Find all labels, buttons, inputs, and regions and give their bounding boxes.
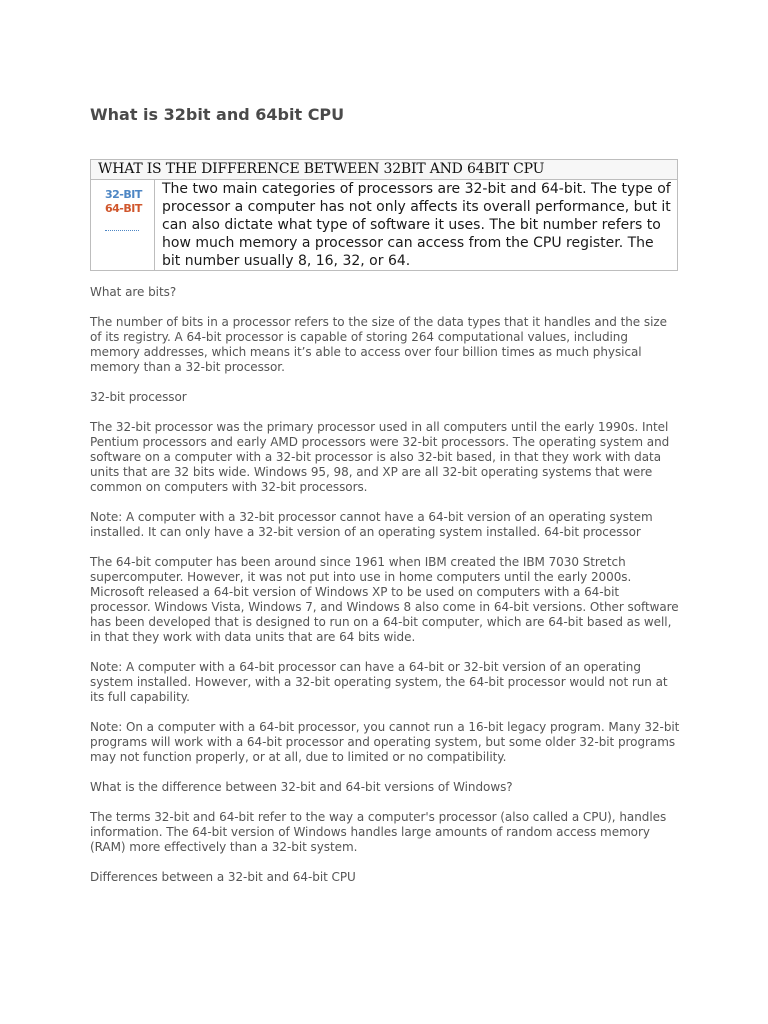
logo-32-bit-text: 32-BIT (105, 188, 142, 201)
paragraph-64bit-processor: The 64-bit computer has been around since 1961 when IBM created the IBM 7030 Stretch supercomputer. However, it was not put into use in home computers until the early 2000s. Microsoft released a 64-bit version of Windows XP to be used on computers with a 64-bit processor. Windows Vista, Windows 7, and Windows 8 also come in 64-bit versions. Other software has been developed that is designed to run on a 64-bit computer, which are 64-bit based as well, in that they work with data units that are 64 bits wide. (90, 555, 679, 644)
paragraph-bits-explanation: The number of bits in a processor refers to the size of the data types that it handles and the size of its registry. A 64-bit processor is capable of storing 264 computational values, including memory addresses, which means it’s able to access over four billion times as much physical memory than a 32-bit processor. (90, 315, 667, 374)
section-heading-windows-versions: What is the difference between 32-bit and 64-bit versions of Windows? (90, 780, 513, 794)
section-heading-what-are-bits: What are bits? (90, 285, 177, 299)
section-heading-32bit-processor: 32-bit processor (90, 390, 187, 404)
logo-64-bit-text: 64-BIT (105, 202, 142, 215)
section-heading-cpu-differences: Differences between a 32-bit and 64-bit CPU (90, 870, 356, 884)
logo-dotted-line (105, 230, 139, 232)
info-table-body-row (91, 180, 678, 271)
note-16bit-legacy: Note: On a computer with a 64-bit processor, you cannot run a 16-bit legacy program. Many 32-bit programs will work with a 64-bit processor and operating system, but some older 32-bit programs may not function properly, or at all, due to limited or no compatibility. (90, 720, 680, 764)
paragraph-windows-versions: The terms 32-bit and 64-bit refer to the way a computer's processor (also called a CPU), handles information. The 64-bit version of Windows handles large amounts of random access memory (RAM) more effectively than a 32-bit system. (90, 810, 667, 854)
document-title: What is 32bit and 64bit CPU (90, 105, 345, 124)
document-page (90, 104, 680, 900)
paragraph-32bit-processor: The 32-bit processor was the primary processor used in all computers until the early 1990s. Intel Pentium processors and early AMD processors were 32-bit processors. The operating system and software on a computer with a 32-bit processor is also 32-bit based, in that they work with data units that are 32 bits wide. Windows 95, 98, and XP are all 32-bit operating systems that were common on computers with 32-bit processors. (90, 420, 670, 494)
note-32bit-processor: Note: A computer with a 32-bit processor cannot have a 64-bit version of an operating system installed. It can only have a 32-bit version of an operating system installed. 64-bit processor (90, 510, 653, 539)
info-table-header: WHAT IS THE DIFFERENCE BETWEEN 32BIT AND 64BIT CPU (91, 160, 678, 180)
info-table-header-row (91, 160, 678, 180)
note-64bit-os: Note: A computer with a 64-bit processor can have a 64-bit or 32-bit version of an operating system installed. However, with a 32-bit operating system, the 64-bit processor would not run at its full capability. (90, 660, 668, 704)
cpu-bits-logo (91, 180, 155, 271)
info-table-body-text: The two main categories of processors are 32-bit and 64-bit. The type of processor a computer has not only affects its overall performance, but it can also dictate what type of software it uses. The bit number refers to how much memory a processor can access from the CPU register. The bit number usually 8, 16, 32, or 64. (155, 180, 678, 271)
info-table (90, 159, 678, 271)
